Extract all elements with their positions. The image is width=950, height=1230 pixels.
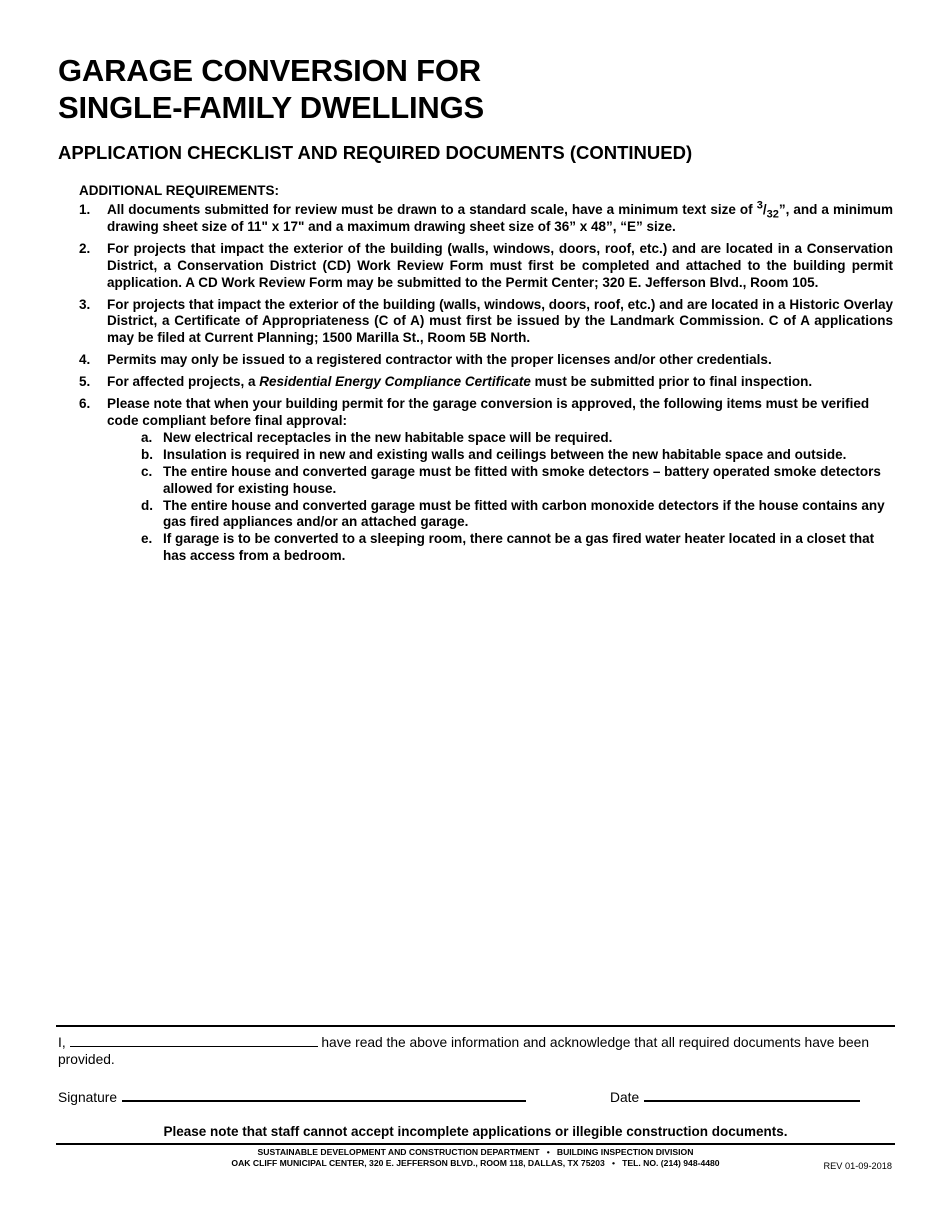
date-field[interactable] [644, 1087, 860, 1102]
fraction: $^3/_{32}$ [756, 199, 779, 221]
sub-requirement-text: The entire house and converted garage must be fitted with smoke detectors – battery operated smoke detectors allowed for existing house. [163, 463, 881, 496]
requirement-text-part: Please note that when your building permit for the garage conversion is approved, the following items must be verified code compliant before final approval: [107, 396, 870, 428]
notice-text: Please note that staff cannot accept incomplete applications or illegible construction documents. [163, 1124, 788, 1139]
signature-field[interactable] [122, 1087, 526, 1102]
requirement-3 [79, 297, 893, 348]
revision-label: REV 01-09-2018 [823, 1161, 892, 1171]
requirement-text-part: must be submitted prior to final inspection. [530, 374, 813, 390]
requirement-5 [79, 374, 893, 391]
sub-requirement [141, 447, 893, 464]
name-field[interactable] [70, 1033, 318, 1047]
fraction-numerator: 3 [756, 199, 763, 212]
footer-address: OAK CLIFF MUNICIPAL CENTER, 320 E. JEFFERSON BLVD., ROOM 118, DALLAS, TX 75203 • TEL. NO. (214) 948-4480 [231, 1158, 720, 1168]
divider-top [56, 1025, 895, 1027]
signature-row [58, 1087, 526, 1105]
requirement-text: For projects that impact the exterior of the building (walls, windows, doors, roof, etc.) and are located in a Historic Overlay District, a Certificate of Appropriateness (C of A) must first be issued by the Landmark Commission. C of A applications may be filed at Current Planning; 1500 Marilla St., Room 5B North. [107, 296, 893, 346]
divider-bottom [56, 1143, 895, 1145]
sub-requirement-letter: e. [141, 531, 153, 547]
ack-text: have read the above information and acknowledge that all required documents have been provided. [58, 1035, 869, 1067]
requirement-text [107, 374, 893, 391]
date-label: Date [610, 1090, 640, 1105]
sub-requirement-letter: a. [141, 429, 153, 445]
requirement-4 [79, 352, 893, 369]
sub-requirement-text: The entire house and converted garage must be fitted with carbon monoxide detectors if the house contains any gas fired appliances and/or an attached garage. [163, 497, 885, 530]
sub-requirements-list [107, 430, 893, 565]
requirement-number: 4. [79, 352, 91, 368]
title-line-1: GARAGE CONVERSION FOR [58, 53, 481, 88]
requirement-text-part: For affected projects, a [107, 374, 260, 390]
sub-requirement [141, 531, 893, 565]
requirement-number: 1. [79, 202, 91, 217]
sub-requirement-text: New electrical receptacles in the new habitable space will be required. [163, 429, 613, 445]
requirements-heading: ADDITIONAL REQUIREMENTS: [79, 183, 280, 198]
sub-requirement [141, 498, 893, 532]
requirement-text: For projects that impact the exterior of the building (walls, windows, doors, roof, etc.) and are located in a Conservation District, a Conservation District (CD) Work Review Form must first be completed and attached to the building permit application. A CD Work Review Form may be submitted to the Permit Center; 320 E. Jefferson Blvd., Room 105. [107, 240, 893, 290]
requirement-text: Permits may only be issued to a registered contractor with the proper licenses and/or other credentials. [107, 352, 772, 368]
page-subtitle: APPLICATION CHECKLIST AND REQUIRED DOCUMENTS (CONTINUED) [58, 142, 693, 163]
sub-requirement-letter: b. [141, 446, 153, 462]
requirement-6 [79, 396, 893, 565]
footer-department: SUSTAINABLE DEVELOPMENT AND CONSTRUCTION DEPARTMENT • BUILDING INSPECTION DIVISION [257, 1147, 694, 1157]
sub-requirement-text: Insulation is required in new and existing walls and ceilings between the new habitable space and outside. [163, 446, 847, 462]
certificate-name: Residential Energy Compliance Certificate [259, 374, 531, 390]
signature-label: Signature [58, 1090, 118, 1105]
sub-requirement [141, 430, 893, 447]
requirement-number: 3. [79, 296, 91, 312]
sub-requirement [141, 464, 893, 498]
requirement-text [107, 199, 893, 236]
title-line-2: SINGLE-FAMILY DWELLINGS [58, 90, 484, 125]
page-title [58, 52, 484, 126]
requirement-number: 5. [79, 374, 91, 390]
date-row [610, 1087, 860, 1105]
acknowledgement [58, 1033, 886, 1068]
ack-prefix: I, [58, 1035, 66, 1050]
sub-requirement-letter: d. [141, 497, 153, 513]
requirement-text [107, 396, 893, 565]
requirement-number: 2. [79, 240, 91, 256]
fraction-denominator: 32 [766, 208, 779, 221]
sub-requirement-letter: c. [141, 463, 153, 479]
requirement-1 [79, 199, 893, 236]
requirement-2 [79, 241, 893, 292]
requirement-text-part: All documents submitted for review must be drawn to a standard scale, have a minimum text size of [107, 202, 757, 217]
requirements-list [79, 199, 893, 570]
sub-requirement-text: If garage is to be converted to a sleeping room, there cannot be a gas fired water heater located in a closet that has access from a bedroom. [163, 531, 875, 564]
requirement-text-part: ”, and a minimum drawing sheet size of 11" x 17" and a maximum drawing sheet size of 36” x 48”, “E” size. [107, 202, 893, 234]
requirement-number: 6. [79, 396, 91, 412]
